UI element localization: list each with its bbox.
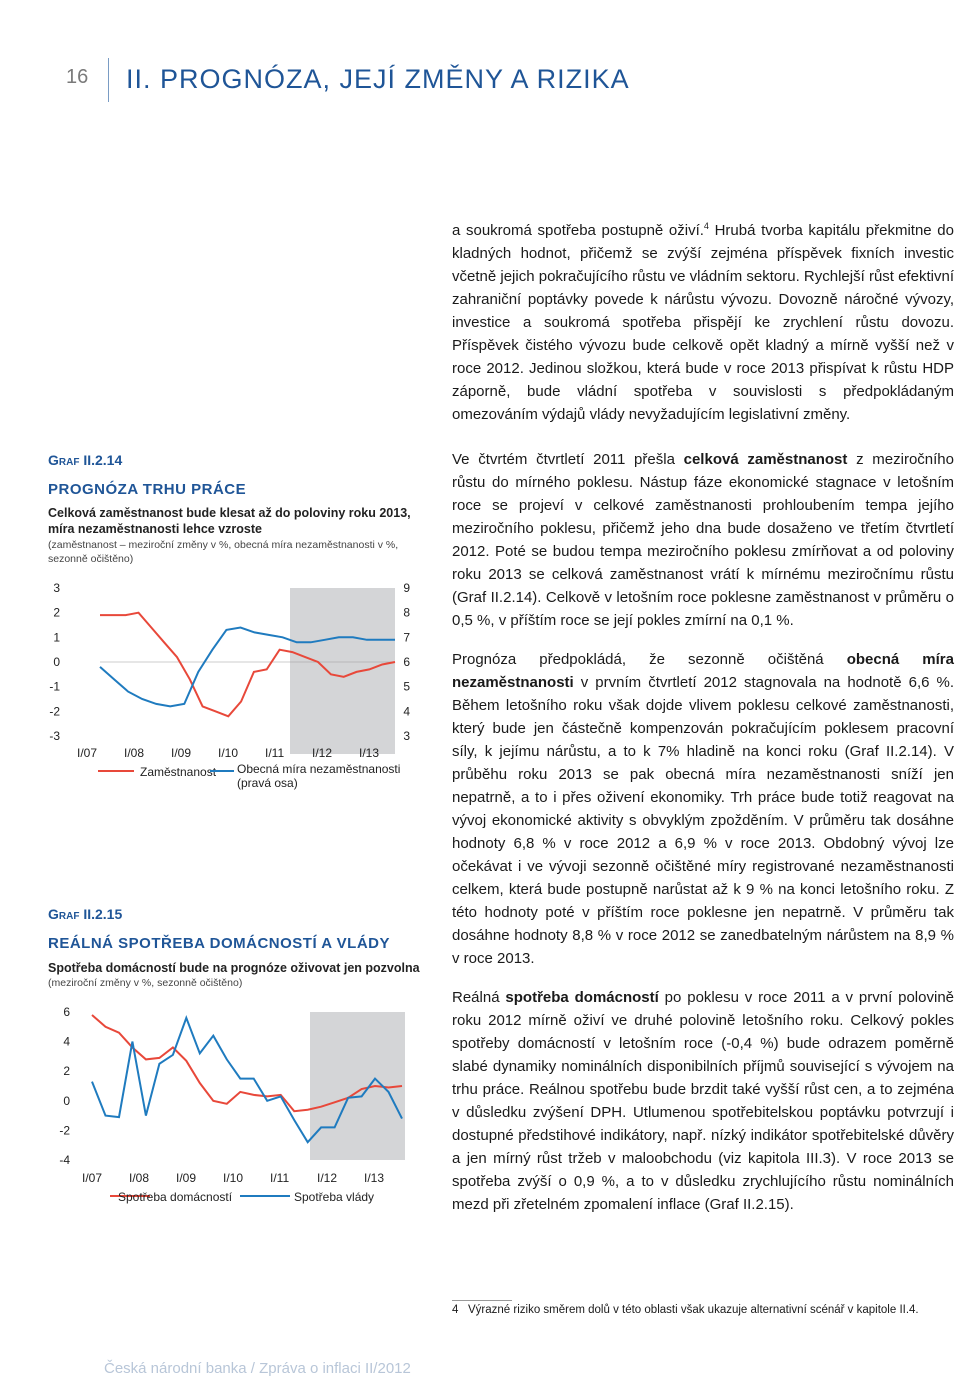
y-tick-label: -4 xyxy=(59,1153,70,1167)
graph14-note: (zaměstnanost – meziroční změny v %, obecná míra nezaměstnanosti v %, sezonně očištěno) xyxy=(48,539,399,565)
graph15-chart xyxy=(40,998,430,1218)
legend-government-label: Spotřeba vlády xyxy=(294,1190,375,1204)
x-tick-label: I/07 xyxy=(77,746,98,760)
y-right-tick-label: 7 xyxy=(403,630,410,645)
x-tick-label: I/09 xyxy=(176,1171,197,1185)
y-left-tick-label: 1 xyxy=(53,630,60,645)
y-left-tick-label: -1 xyxy=(49,679,60,694)
paragraph-4: Reálná spotřeba domácností po poklesu v roce 2011 a v první polovině roku 2012 mírně oživí ve druhé polovině letošního roku. Celkový pokles spotřeby domácností v letošním roce (-0,4 %) bude odrazem poměrně slabé dynamiky nominálních disponibilních příjmů související s vývojem na trhu práce. Reálnou spotřebu bude brzdit také vyšší růst cen, a to zejména v důsledku zvýšení DPH. Utlumenou spotřebitelskou poptávku potvrzují i dostupné předstihové indikátory, např. nízký indikátor spotřebitelské důvěry a jen mírný růst tržeb v maloobchodu (viz kapitola III.3). V roce 2013 se spotřeba zvýší o 0,9 %, a to v důsledku zrychlujícího růstu nominálních mezd při zřetelném zpomalení inflace (Graf II.2.15). xyxy=(452,989,954,1213)
paragraph-2: Ve čtvrtém čtvrtletí 2011 přešla celková zaměstnanost z meziročního růstu do mírného poklesu. Nástup fáze ekonomické stagnace v letošním roce se projeví v celkové zaměstnanosti prohloubením tempa jejího meziročního poklesu, přičemž jeho dna bude dosaženo ve třetím čtvrtletí 2012. Poté se budou tempa meziročního poklesu zmírňovat a od poloviny roku 2013 se celková zaměstnanost vrátí k mírnému meziročnímu růstu (Graf II.2.14). Celkově v letošním roce poklesne zaměstnanost v průměru o 0,5 %, v příštím roce se její pokles zmírní na 0,1 %. xyxy=(452,451,954,629)
chapter-title: II. PROGNÓZA, JEJÍ ZMĚNY A RIZIKA xyxy=(126,64,630,94)
footer-text: Česká národní banka / Zpráva o inflaci II/2012 xyxy=(104,1360,411,1377)
forecast-area xyxy=(290,588,395,754)
x-tick-label: I/08 xyxy=(124,746,145,760)
graph14-label: Graf II.2.14 xyxy=(48,452,123,468)
x-tick-label: I/12 xyxy=(312,746,333,760)
graph15-note: (meziroční změny v %, sezonně očištěno) xyxy=(48,977,243,989)
y-right-tick-label: 3 xyxy=(403,729,410,743)
graph14-subtitle: Celková zaměstnanost bude klesat až do poloviny roku 2013, míra nezaměstnanosti lehce vzroste xyxy=(48,506,411,536)
header-divider xyxy=(108,58,109,102)
footnote: 4 Výrazné riziko směrem dolů v této oblasti však ukazuje alternativní scénář v kapitole II.4. xyxy=(452,1304,919,1316)
y-left-tick-label: 0 xyxy=(53,655,60,669)
footnote-divider xyxy=(452,1300,512,1301)
page-number: 16 xyxy=(66,66,89,88)
graph15-label: Graf II.2.15 xyxy=(48,906,123,922)
y-left-tick-label: 3 xyxy=(53,581,60,595)
text-block-top xyxy=(452,215,954,442)
y-right-tick-label: 9 xyxy=(403,581,410,595)
paragraph-1: a soukromá spotřeba postupně oživí.$^4$ Hrubá tvorba kapitálu překmitne do kladných hodnot, přičemž se zvýší zejména příspěvek fixních investic včetně jejich pokračujícího růstu ve vládním sektoru. Rychlejší růst efektivní zahraniční poptávky povede k nárůstu vývozu. Dovozně náročné vývozy, investice a soukromá spotřeba přispějí ke zrychlení růstu dovozu. Příspěvek čistého vývozu bude celkově opět kladný a mírně vyšší než v roce 2012. Jedinou složkou, která bude v roce 2013 přispívat k růstu HDP záporně, bude vládní spotřeba v souvislosti s předpokládaným omezováním výdajů vlády nevyžadujícím legislativní změny. xyxy=(452,221,954,423)
graph14-chart xyxy=(40,570,430,810)
y-tick-label: -2 xyxy=(59,1123,70,1138)
x-tick-label: I/11 xyxy=(270,1171,290,1185)
x-tick-label: I/08 xyxy=(129,1171,150,1185)
y-tick-label: 2 xyxy=(63,1064,70,1079)
y-tick-label: 6 xyxy=(63,1005,70,1019)
y-right-tick-label: 4 xyxy=(403,704,410,719)
y-tick-label: 0 xyxy=(63,1093,70,1108)
x-tick-label: I/10 xyxy=(218,746,239,760)
forecast-area xyxy=(310,1012,405,1160)
y-right-tick-label: 5 xyxy=(403,679,410,694)
paragraph-3: Prognóza předpokládá, že sezonně očištěná obecná míra nezaměstnanosti v prvním čtvrtletí 2012 stagnovala na hodnotě 6,6 %. Během letošního roku však dojde vlivem poklesu celkové zaměstnanosti, který bude jen částečně kompenzován pokračujícím poklesem pracovní síly, k jejímu nárůstu, a to k 7% hladině na konci roku (Graf II.2.14). V průběhu roku 2013 se pak obecná míra nezaměstnanosti sníží jen nepatrně, a to i přes oživení ekonomiky. Trh práce bude totiž reagovat na vývoj ekonomické aktivity s obvyklým zpožděním. V průměru tak dosáhne hodnoty 6,8 % v roce 2012 a 6,9 % v roce 2013. Obdobný vývoj lze očekávat i ve vývoji sezonně očištěné míry registrované nezaměstnanosti celkem, která bude postupně narůstat až k 9 % na konci letošního roku. Z této hodnoty poté v příštím roce poklesne jen nepatrně. V průměru tak dosáhne hodnoty 8,8 % v roce 2012 se zanedbatelným nárůstem na 8,9 % v roce 2013. xyxy=(452,651,954,967)
graph15-title: REÁLNÁ SPOTŘEBA DOMÁCNOSTÍ A VLÁDY xyxy=(48,935,391,952)
page-header xyxy=(0,0,960,140)
y-left-tick-label: 2 xyxy=(53,605,60,620)
legend-employment-label: Zaměstnanost xyxy=(140,765,217,779)
y-left-tick-label: -2 xyxy=(49,704,60,719)
x-tick-label: I/11 xyxy=(265,746,285,760)
legend-unemployment-label: Obecná míra nezaměstnanosti (pravá osa) xyxy=(237,762,401,790)
graph15-subtitle: Spotřeba domácností bude na prognóze oživovat jen pozvolna xyxy=(48,961,420,975)
x-tick-label: I/07 xyxy=(82,1171,103,1185)
graph14-title: PROGNÓZA TRHU PRÁCE xyxy=(48,481,247,498)
y-tick-label: 4 xyxy=(63,1034,70,1049)
x-tick-label: I/09 xyxy=(171,746,192,760)
x-tick-label: I/13 xyxy=(364,1171,385,1185)
x-tick-label: I/10 xyxy=(223,1171,244,1185)
x-tick-label: I/13 xyxy=(359,746,380,760)
y-right-tick-label: 8 xyxy=(403,605,410,620)
y-left-tick-label: -3 xyxy=(49,729,60,743)
y-right-tick-label: 6 xyxy=(403,655,410,669)
x-tick-label: I/12 xyxy=(317,1171,338,1185)
legend-unemployment-label-wrapper xyxy=(237,762,412,796)
legend-household-label: Spotřeba domácností xyxy=(118,1190,233,1204)
text-block-main xyxy=(452,448,954,1232)
